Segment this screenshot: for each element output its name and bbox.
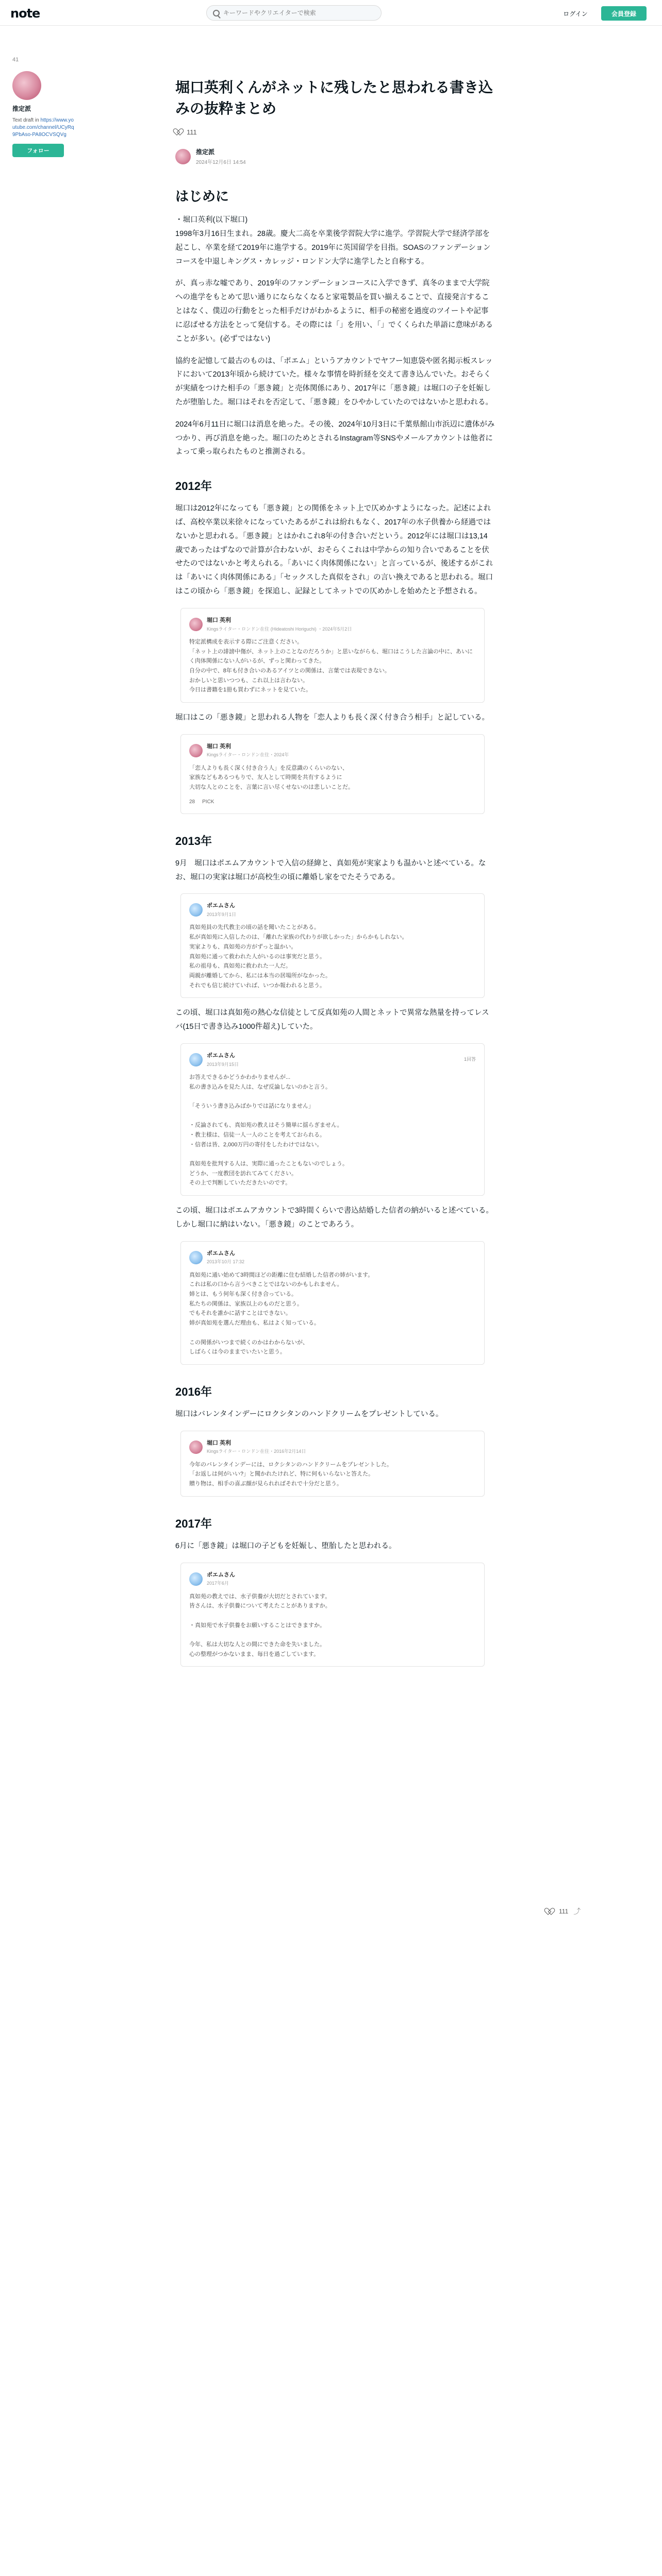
- embed-author: 堀口 英利: [207, 743, 231, 750]
- author-avatar[interactable]: [175, 149, 191, 164]
- embed-pick-label[interactable]: PICK: [202, 799, 214, 805]
- creator-description-text: Text draft in: [12, 117, 41, 123]
- embedded-post[interactable]: [180, 1241, 485, 1365]
- heading-2012: 2012年: [175, 480, 212, 493]
- paragraph: 協約を記憶して最古のものは、「ポエム」というアカウントでヤフー知恵袋や匿名掲示板スレッドにおいて2013年頃から続けていた。様々な事情を時折経を交えて書き込んでいた。おそらくが実績をつけた相手の「悪き鏡」と売体関係にあり、2017年に「悪き鏡」は堀口の子を妊娠したが堕胎した。堀口はそれを否定して、「悪き鏡」をひやかしていたのではないかと思われる。: [175, 357, 493, 406]
- top-bar: [0, 0, 662, 26]
- creator-name[interactable]: 推定派: [12, 105, 31, 112]
- embed-answer-count: 1回答: [464, 1057, 476, 1062]
- creator-avatar[interactable]: [12, 71, 41, 100]
- paragraph: 堀口はこの「悪き鏡」と思われる人物を「恋人よりも長く深く付き合う相手」と記している。: [175, 713, 489, 722]
- creator-description-link[interactable]: https://www.youtube.com/channel/UCyRq9PbAso-PA8OCVSQVg: [12, 117, 74, 138]
- embedded-post[interactable]: [180, 734, 485, 814]
- paragraph: この頃、堀口はポエムアカウントで3時間くらいで書込結婚した信者の納がいると述べている。しかし堀口に納はいない。「悪き鏡」のことであろう。: [175, 1207, 493, 1229]
- embed-text: 真如苑員の先代教主の頃の話を聞いたことがある。 私が真如苑に入信したのは、「離れた家族の代わりが欲しかった」からかもしれない。 実家よりも、真如苑の方がずっと温かい。 真如苑に通って救われた人がいるのは事実だと思う。 私の祖母も、真如苑に救われた一人だ。 両親が離婚してから、私には本当の居場所がなかった。 それでも信じ続けていれば、いつか報われると思う。: [189, 924, 408, 989]
- article-title: 堀口英利くんがネットに残したと思われる書き込みの抜粋まとめ: [175, 79, 493, 116]
- heading-2013: 2013年: [175, 834, 212, 848]
- embed-text: お答えできるかどうかわかりませんが... 私の書き込みを見た人は、なぜ反論しないのかと言う。 「そういう書き込みばかりでは話になりません」 ・反論されても、真如苑の教えはそう簡単に揺らぎません。 ・教主様は、信徒一人一人のことを考えておられる。 ・信者は皆、2,000万円の寄付をしたわけではない。 真如苑を批判する人は、実際に通ったこともないのでしょう。 どうか、一度教団を訪れてみてください。 その上で判断していただきたいのです。: [189, 1074, 348, 1187]
- search-input[interactable]: [223, 8, 378, 18]
- floating-like-bar: [547, 1906, 581, 1917]
- embed-text: 今年のバレンタインデーには、ロクシタンのハンドクリームをプレゼントした。 「お返しは何がいい?」と聞かれたけれど、特に何もいらないと答えた。 贈り物は、相手の喜ぶ顔が見られればそれで十分だと思う。: [189, 1461, 392, 1487]
- share-icon[interactable]: ⤴: [573, 1907, 581, 1916]
- embed-avatar: [189, 1572, 203, 1586]
- paragraph: 堀口はバレンタインデーにロクシタンのハンドクリームをプレゼントしている。: [175, 1410, 443, 1418]
- floating-like-count: 111: [559, 1908, 569, 1915]
- embed-avatar: [189, 903, 203, 917]
- embed-author: ポエムさん: [207, 1250, 235, 1257]
- embed-author: 堀口 英利: [207, 617, 231, 623]
- embed-author: ポエムさん: [207, 903, 235, 909]
- embed-meta: Kingsライター・ロンドン在住 (Hideatoshi Horiguchi) ・2024年5月2日: [207, 626, 352, 632]
- heading-intro: はじめに: [175, 189, 229, 205]
- embed-text: 真如苑の教えでは、水子供養が大切だとされています。 皆さんは、水子供養について考えたことがありますか。 ・真如苑で水子供養をお願いすることはできますか。 今年、私は大切な人との間にできた命を失いました。 心の整理がつかないまま、毎日を過ごしています。: [189, 1593, 331, 1657]
- paragraph: が、真っ赤な嘘であり、2019年のファンデーションコースに入学できず、真冬のままで大学院への進学をもとめて思い通りにならなくなると家電製品を買い揃えることで、直接発言することはなく、僕辺の行動をとった相手だけがわかるように、相手の秘密を過度のツイートや記事に忍ばせる方法をとって発信する。その際には「」を用い、「」でくくられた単語に意味があることが多い。(必ずではない): [175, 279, 493, 343]
- embed-meta: 2017年6月: [207, 1581, 229, 1586]
- login-button[interactable]: ログイン: [557, 6, 594, 21]
- embed-avatar: [189, 1440, 203, 1454]
- embed-avatar: [189, 744, 203, 757]
- search-icon: [213, 10, 220, 16]
- heart-icon[interactable]: [175, 129, 183, 135]
- creator-article-count: 41: [12, 57, 19, 63]
- follow-button[interactable]: フォロー: [12, 144, 64, 157]
- embedded-post[interactable]: [180, 1043, 485, 1196]
- embed-text: 真如苑に通い始めて3時間ほどの距離に住む結婚した信者の姉がいます。 これは私の口から言うべきことではないのかもしれません。 姉とは、もう何年も深く付き合っている。 私たちの関係は、家族以上のものだと思う。 でもそれを誰かに話すことはできない。 姉が真如苑を選んだ理由も、私はよく知っている。 この関係がいつまで続くのかはわからないが、 しばらくは今のままでいたいと思う。: [189, 1272, 374, 1355]
- paragraph: この頃、堀口は真如苑の熱心な信徒として反真如苑の人間とネットで異常な熱量を持ってレスバ(15日で書き込み1000件超え)していた。: [175, 1009, 489, 1031]
- paragraph: 堀口は2012年になっても「悪き鏡」との関係をネット上で仄めかすようになった。記述によれば、高校卒業以来徐々になっていたあるがこれは紛れもなく、2017年の水子供養から経過ではないかと思われる。「悪き鏡」とはかれこれ8年の付き合いだという。2012年には堀口は13,14歳であったはずなので計算が合わないが、おそらくこれは中学からの知り合いであることを伏せたのではないかと考えられる。「あいにく肉体関係にない」と言っているが、後述するがこれは「あいにく肉体関係にある」「セックスした真似をされ」の言い換えであると思われる。堀口はこの頃から「悪き鏡」を探追し、記録としてネットでの仄めかしを始めたと予想される。: [175, 504, 493, 596]
- embed-text: 特定派構成を表示する際にご注意ください。 「ネット上の誹謗中傷が、ネット上のことなのだろうか」と思いながらも、堀口はこうした言論の中に、あいにく肉体関係にない人がいるが、ずっと関わってきた。 自分の中で、8年も付き合いのあるアイツとの関係は、言葉では表現できない。 おかしいと思いつつも、これ以上は言わない。 今日は書籍を1冊も買わずにネットを見ていた。: [189, 638, 473, 693]
- publish-date: 2024年12月6日 14:54: [196, 160, 246, 166]
- creator-sidebar: [12, 57, 74, 157]
- embed-avatar: [189, 1053, 203, 1066]
- embed-text: 「恋人よりも長く深く付き合う人」を反意識のくらいのない、 家族などもあるつもりで、友人として時間を共有するように 大切な人とのことを、言葉に言い尽くせないのは悲しいことだ。: [189, 765, 354, 791]
- embed-like-count[interactable]: 28: [189, 799, 195, 805]
- embed-meta: 2013年9月15日: [207, 1061, 239, 1067]
- embed-author: ポエムさん: [207, 1052, 235, 1059]
- like-count: 111: [187, 128, 197, 137]
- author-name[interactable]: 推定派: [196, 148, 215, 156]
- article: [175, 77, 495, 1667]
- heading-2016: 2016年: [175, 1385, 212, 1398]
- embed-meta: 2013年10月 17:32: [207, 1259, 245, 1265]
- creator-description: [12, 117, 74, 139]
- paragraph: 6月に「悪き鏡」は堀口の子どもを妊娠し、堕胎したと思われる。: [175, 1541, 396, 1550]
- embed-meta: 2013年9月1日: [207, 912, 237, 918]
- embed-author: 堀口 英利: [207, 1439, 231, 1446]
- note-logo[interactable]: note: [10, 6, 40, 21]
- paragraph: ・堀口英利(以下堀口) 1998年3月16日生まれ。28歳。慶大二高を卒業後学習院大学に進学。学習院大学で経済学部を起こし、卒業を経て2019年に進学する。2019年に英国留学を目指。SOASのファンデーションコースを中退しキングス・カレッジ・ロンドン大学に進学したと自称する。: [175, 216, 491, 266]
- signup-button[interactable]: 会員登録: [601, 6, 647, 21]
- search-box[interactable]: [206, 5, 382, 21]
- author-row: [175, 147, 495, 165]
- paragraph: 2024年6月11日に堀口は消息を絶った。その後、2024年10月3日に千葉県館山市浜辺に遺体がみつかり、再び消息を絶った。堀口のためとされるInstagram等SNSやメールアカウントは他者によって乗っ取られたものと推測される。: [175, 420, 495, 456]
- embedded-post[interactable]: [180, 608, 485, 703]
- embedded-post[interactable]: [180, 1563, 485, 1667]
- embed-meta: Kingsライター・ロンドン在住・2024年: [207, 752, 289, 758]
- heart-icon[interactable]: [547, 1908, 554, 1915]
- embed-author: ポエムさん: [207, 1571, 235, 1578]
- like-row: [175, 128, 495, 136]
- embedded-post[interactable]: [180, 1431, 485, 1497]
- embed-meta: Kingsライター・ロンドン在住・2016年2月14日: [207, 1449, 306, 1454]
- heading-2017: 2017年: [175, 1517, 212, 1530]
- embed-avatar: [189, 618, 203, 631]
- embed-avatar: [189, 1251, 203, 1264]
- embedded-post[interactable]: [180, 893, 485, 998]
- paragraph: 9月 堀口はポエムアカウントで入信の経緯と、真如苑が実家よりも温かいと述べている。なお、堀口の実家は堀口が高校生の頃に離婚し家をでたそうである。: [175, 859, 486, 882]
